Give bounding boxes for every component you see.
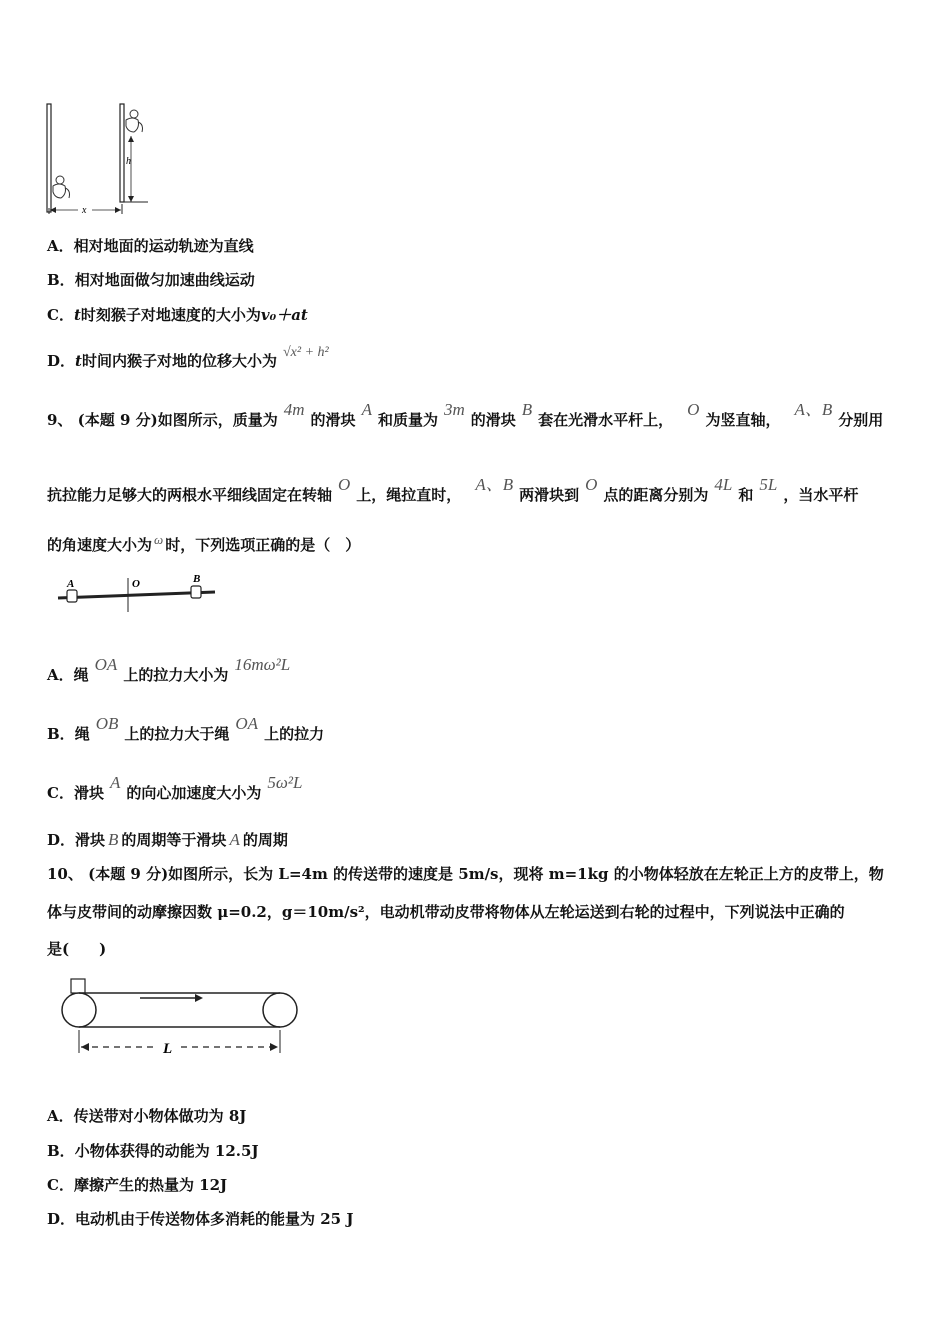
pole-right	[120, 104, 124, 202]
q8-option-c: C．t时刻猴子对地速度的大小为v₀＋at	[47, 306, 308, 324]
q8-option-b: B．相对地面做匀加速曲线运动	[47, 271, 255, 289]
monkey-pole-figure	[40, 100, 160, 220]
rod-slider-figure	[55, 570, 225, 615]
q9-option-d: D．滑块 B 的周期等于滑块 A 的周期	[47, 830, 288, 849]
slider-a	[67, 590, 77, 602]
q8-option-d: D．t时间内猴子对地的位移大小为 √x² + h²	[47, 345, 329, 370]
q10-stem-line-3: 是( )	[47, 940, 107, 958]
q9-stem-line-2: 抗拉能力足够大的两根水平细线固定在转轴O上，绳拉直时，A、B两滑块到O点的距离分别为4L和5L，当水平杆	[47, 475, 859, 504]
q10-option-c: C．摩擦产生的热量为 12J	[47, 1176, 228, 1194]
fig-label-o: O	[132, 578, 140, 590]
fig-x-label: x	[82, 205, 87, 216]
belt-direction-arrow-icon	[140, 994, 203, 1002]
q9-stem-line-3: 的角速度大小为 ω 时，下列选项正确的是（ ）	[47, 532, 361, 554]
monkey-top-icon	[126, 110, 143, 132]
q9-stem-line-1: 9、 (本题 9 分)如图所示，质量为4m的滑块A和质量为3m的滑块B套在光滑水平杆上，O为竖直轴，A、B分别用	[47, 400, 884, 429]
q9-option-c: C．滑块A的向心加速度大小为5ω²L	[47, 773, 303, 802]
conveyor-belt-figure	[55, 975, 315, 1060]
pole-left	[47, 104, 51, 212]
left-wheel	[62, 993, 96, 1027]
q10-stem-line-1: 10、 (本题 9 分)如图所示，长为 L=4m 的传送带的速度是 5m/s，现将 m=1kg 的小物体轻放在左轮正上方的皮带上，物	[47, 865, 884, 883]
q10-stem-line-2: 体与皮带间的动摩擦因数 μ=0.2，g＝10m/s²，电动机带动皮带将物体从左轮运送到右轮的过程中，下列说法中正确的	[47, 903, 845, 921]
fig-l-label: L	[163, 1041, 173, 1057]
monkey-bottom-icon	[53, 176, 70, 198]
q10-option-a: A．传送带对小物体做功为 8J	[47, 1107, 247, 1125]
slider-b	[191, 586, 201, 598]
q9-option-b: B．绳OB上的拉力大于绳OA上的拉力	[47, 714, 325, 743]
q10-option-b: B．小物体获得的动能为 12.5J	[47, 1142, 259, 1160]
q9-option-a: A．绳OA上的拉力大小为16mω²L	[47, 655, 291, 684]
fig-label-b: B	[193, 573, 201, 585]
right-wheel	[263, 993, 297, 1027]
small-object	[71, 979, 85, 993]
fig-h-label: h	[126, 156, 131, 167]
fig-label-a: A	[67, 578, 75, 590]
q8-option-a: A．相对地面的运动轨迹为直线	[47, 237, 254, 255]
q10-option-d: D．电动机由于传送物体多消耗的能量为 25 J	[47, 1210, 354, 1228]
